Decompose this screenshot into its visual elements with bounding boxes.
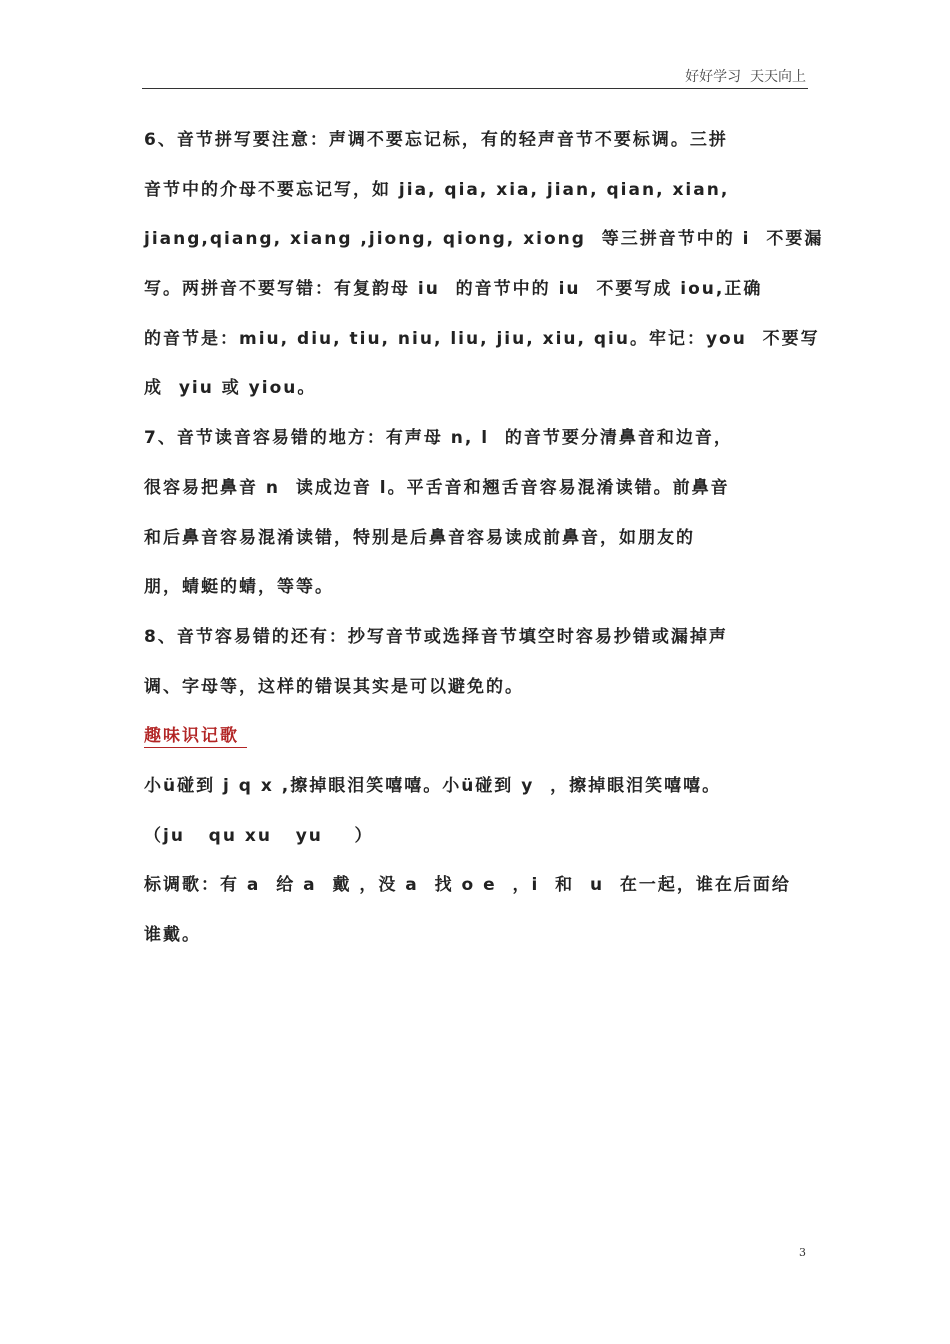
rhyme-line-1: 小ü碰到 j q x ,擦掉眼泪笑嘻嘻。小ü碰到 y ，擦掉眼泪笑嘻嘻。 [144,775,722,796]
paragraph-6-line-3: jiang,qiang, xiang ,jiong, qiong, xiong 等三拼音节中的 i 不要漏 [144,229,824,250]
page-number: 3 [799,1246,806,1259]
paragraph-7-line-2: 很容易把鼻音 n 读成边音 l。平舌音和翘舌音容易混淆读错。前鼻音 [144,477,730,498]
rhyme-line-4: 谁戴。 [144,925,201,945]
document-body [144,116,824,961]
header-text: 好好学习 天天向上 [685,69,806,85]
paragraph-6-line-5: 的音节是：miu, diu, tiu, niu, liu, jiu, xiu, qiu。牢记：you 不要写 [144,328,820,349]
page-header [142,64,808,89]
paragraph-6-line-1: 6、音节拼写要注意：声调不要忘记标，有的轻声音节不要标调。三拼 [144,130,728,150]
paragraph-6-line-4: 写。两拼音不要写错：有复韵母 iu 的音节中的 iu 不要写成 iou,正确 [144,279,763,300]
paragraph-7-line-1: 7、音节读音容易错的地方：有声母 n, l 的音节要分清鼻音和边音， [144,428,733,449]
paragraph-8-line-1: 8、音节容易错的还有：抄写音节或选择音节填空时容易抄错或漏掉声 [144,626,728,647]
paragraph-8-line-2: 调、字母等，这样的错误其实是可以避免的。 [144,676,524,697]
rhyme-line-2: （ju qu xu yu ） [144,825,374,846]
section-heading [144,712,812,762]
paragraph-7-line-3: 和后鼻音容易混淆读错，特别是后鼻音容易读成前鼻音，如朋友的 [144,527,695,548]
paragraph-6-line-2: 音节中的介母不要忘记写，如 jia, qia, xia, jian, qian, xian, [144,179,730,200]
section-heading-text: 趣味识记歌 [144,726,247,747]
rhyme-line-3: 标调歌：有 a 给 a 戴 ，没 a 找 o e ，i 和 u 在一起，谁在后面给 [144,875,791,896]
paragraph-6-line-6: 成 yiu 或 yiou。 [144,378,317,399]
paragraph-7-line-4: 朋，蜻蜓的蜻，等等。 [144,577,334,598]
